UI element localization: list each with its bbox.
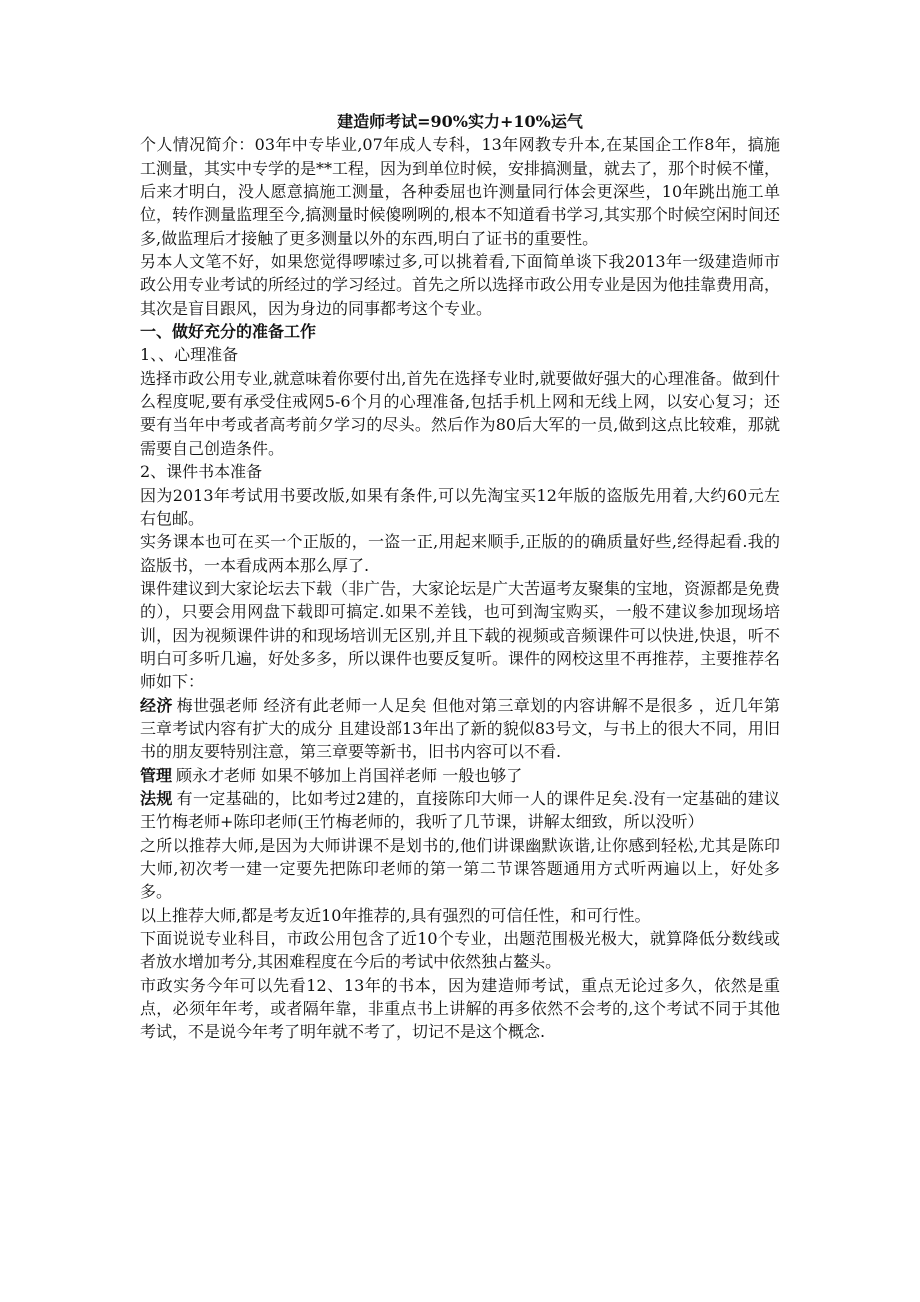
paragraph-law-teacher — [140, 787, 780, 834]
paragraph-economy-teacher — [140, 694, 780, 764]
paragraph-municipal-practice: 市政实务今年可以先看12、13年的书本，因为建造师考试，重点无论过多久，依然是重点，必须年年考，或者隔年靠，非重点书上讲解的再多依然不会考的,这个考试不同于其他考试，不是说今年考了明年就不考了，切记不是这个概念. — [140, 975, 780, 1042]
law-text: 有一定基础的，比如考过2建的，直接陈印大师一人的课件足矣.没有一定基础的建议王竹梅老师+陈印老师(王竹梅老师的，我听了几节课，讲解太细致，所以没听） — [140, 788, 780, 832]
economy-text: 梅世强老师 经济有此老师一人足矣 但他对第三章划的内容讲解不是很多 ，近几年第三章考试内容有扩大的成分 且建设部13年出了新的貌似83号文，与书上的很大不同，用旧书的朋友要特别注意，第三章要等新书，旧书内容可以不看. — [140, 695, 780, 762]
paragraph-specialty: 下面说说专业科目，市政公用包含了近10个专业，出题范围极光极大，就算降低分数线或者放水增加考分,其困难程度在今后的考试中依然独占鳌头。 — [140, 929, 780, 972]
paragraph-practice-books: 实务课本也可在买一个正版的，一盗一正,用起来顺手,正版的的确质量好些,经得起看.我的盗版书，一本看成两本那么厚了. — [140, 532, 780, 575]
document-title: 建造师考试=90%实力+10%运气 — [337, 112, 583, 131]
label-law: 法规 — [140, 788, 173, 808]
paragraph-mental-preparation: 选择市政公用专业,就意味着你要付出,首先在选择专业时,就要做好强大的心理准备。做到什么程度呢,要有承受住戒网5-6个月的心理准备,包括手机上网和无线上网，以安心复习；还要有当年中考或者高考前夕学习的尽头。然后作为80后大军的一员,做到这点比较难，那就需要自己创造条件。 — [140, 368, 780, 458]
subheading-materials: 2、课件书本准备 — [140, 462, 263, 482]
paragraph-intro: 个人情况简介：03年中专毕业,07年成人专科，13年网教专升本,在某国企工作8年，搞施工测量，其实中专学的是**工程，因为到单位时候，安排搞测量，就去了，那个时候不懂，后来才明白，没人愿意搞施工测量，各种委屈也许测量同行体会更深些，10年跳出施工单位，转作测量监理至今,搞测量时候傻咧咧的,根本不知道看书学习,其实那个时候空闲时间还多,做监理后才接触了更多测量以外的东西,明白了证书的重要性。 — [140, 135, 781, 248]
paragraph-background: 另本人文笔不好，如果您觉得啰嗦过多,可以挑着看,下面简单谈下我2013年一级建造师市政公用专业考试的所经过的学习经过。首先之所以选择市政公用专业是因为他挂靠费用高，其次是盲目跟风，因为身边的同事都考这个专业。 — [140, 252, 781, 318]
subheading-mental-preparation: 1、、心理准备 — [140, 345, 239, 365]
label-economy: 经济 — [140, 695, 173, 715]
label-management: 管理 — [140, 765, 173, 785]
paragraph-courseware: 课件建议到大家论坛去下载（非广告，大家论坛是广大苦逼考友聚集的宝地，资源都是免费的），只要会用网盘下载即可搞定.如果不差钱，也可到淘宝购买，一般不建议参加现场培训，因为视频课件讲的和现场培训无区别,并且下载的视频或音频课件可以快进,快退，听不明白可多听几遍，好处多多，所以课件也要反复听。课件的网校这里不再推荐，主要推荐名师如下： — [140, 578, 781, 692]
section-heading-preparation: 一、做好充分的准备工作 — [140, 322, 317, 342]
management-text: 顾永才老师 如果不够加上肖国祥老师 一般也够了 — [176, 765, 523, 785]
paragraph-management-teacher — [140, 764, 780, 787]
paragraph-recommend-summary: 以上推荐大师,都是考友近10年推荐的,具有强烈的可信任性，和可行性。 — [140, 905, 651, 925]
paragraph-why-masters: 之所以推荐大师,是因为大师讲课不是划书的,他们讲课幽默诙谐,让你感到轻松,尤其是陈印大师,初次考一建一定要先把陈印老师的第一第二节课答题通用方式听两遍以上，好处多多。 — [140, 835, 780, 902]
paragraph-books: 因为2013年考试用书要改版,如果有条件,可以先淘宝买12年版的盗版先用着,大约60元左右包邮。 — [140, 485, 780, 528]
document-page — [140, 110, 780, 1044]
